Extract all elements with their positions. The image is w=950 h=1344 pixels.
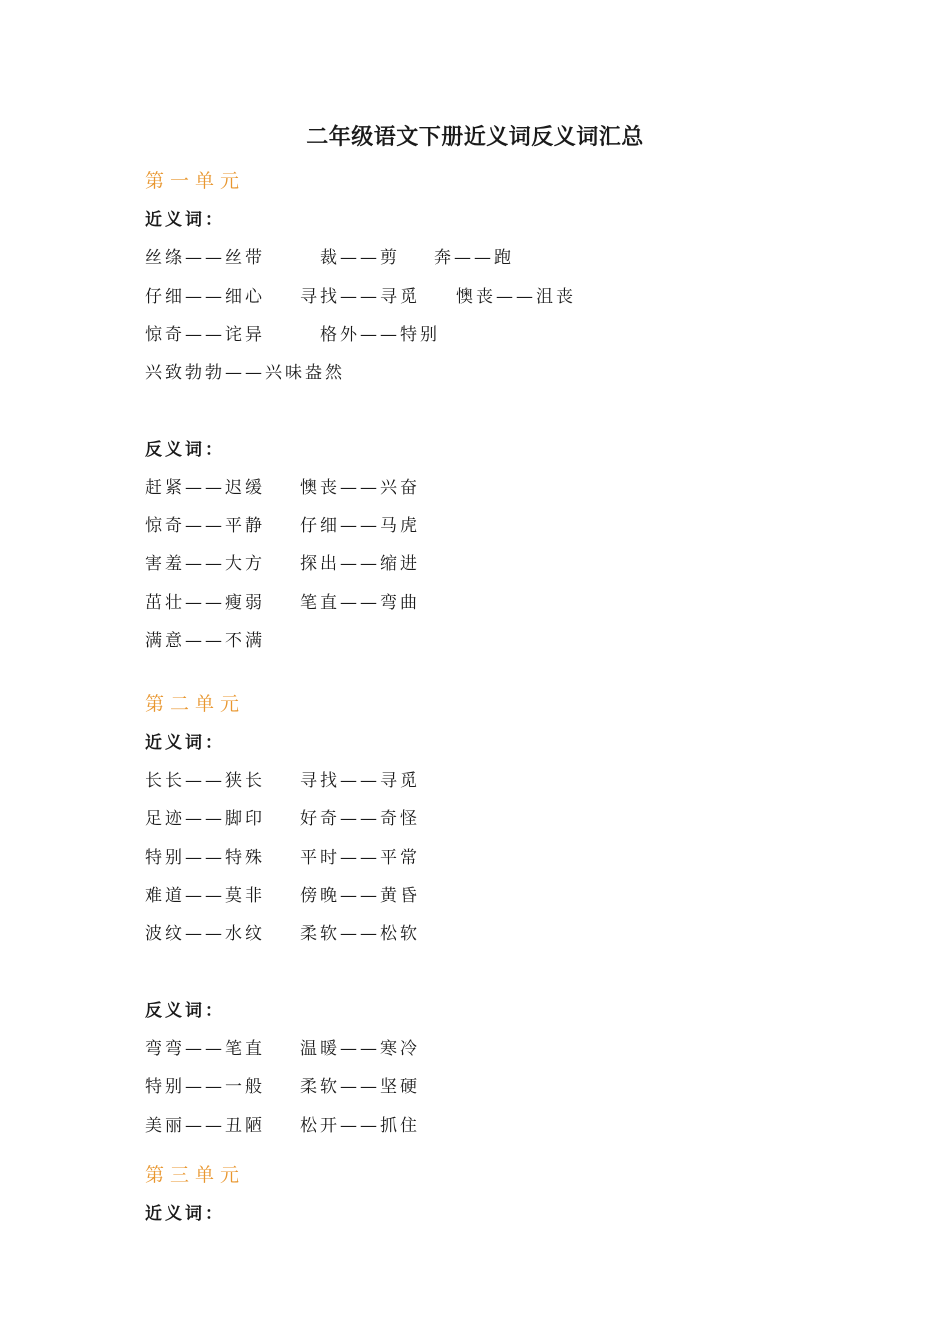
word-pair: 探出——缩进 xyxy=(300,554,420,574)
word-pair: 平时——平常 xyxy=(300,848,420,868)
unit-heading: 第三单元 xyxy=(145,1164,246,1186)
word-pair: 仔细——细心 xyxy=(145,287,265,307)
unit-heading: 第二单元 xyxy=(145,693,246,715)
word-pair: 奔——跑 xyxy=(434,248,514,268)
word-pair: 懊丧——兴奋 xyxy=(300,478,420,498)
synonyms-label: 近义词： xyxy=(145,1204,225,1224)
word-pair: 特别——特殊 xyxy=(145,848,265,868)
word-pair: 丝绦——丝带 xyxy=(145,248,265,268)
word-pair: 笔直——弯曲 xyxy=(300,593,420,613)
word-pair: 波纹——水纹 xyxy=(145,924,265,944)
word-pair: 足迹——脚印 xyxy=(145,809,265,829)
word-pair: 美丽——丑陋 xyxy=(145,1116,265,1136)
antonyms-label: 反义词： xyxy=(145,440,225,460)
word-pair: 寻找——寻觅 xyxy=(300,771,420,791)
synonyms-label: 近义词： xyxy=(145,733,225,753)
word-pair: 害羞——大方 xyxy=(145,554,265,574)
word-pair: 傍晚——黄昏 xyxy=(300,886,420,906)
page-title: 二年级语文下册近义词反义词汇总 xyxy=(306,125,644,150)
word-pair: 茁壮——瘦弱 xyxy=(145,593,265,613)
word-pair: 特别——一般 xyxy=(145,1077,265,1097)
word-pair: 柔软——坚硬 xyxy=(300,1077,420,1097)
word-pair: 松开——抓住 xyxy=(300,1116,420,1136)
word-pair: 仔细——马虎 xyxy=(300,516,420,536)
word-pair: 兴致勃勃——兴味盎然 xyxy=(145,363,345,383)
word-pair: 寻找——寻觅 xyxy=(300,287,420,307)
word-pair: 温暖——寒冷 xyxy=(300,1039,420,1059)
word-pair: 裁——剪 xyxy=(320,248,400,268)
word-pair: 满意——不满 xyxy=(145,631,265,651)
word-pair: 懊丧——沮丧 xyxy=(456,287,576,307)
antonyms-label: 反义词： xyxy=(145,1001,225,1021)
word-pair: 难道——莫非 xyxy=(145,886,265,906)
word-pair: 惊奇——平静 xyxy=(145,516,265,536)
word-pair: 柔软——松软 xyxy=(300,924,420,944)
word-pair: 长长——狭长 xyxy=(145,771,265,791)
word-pair: 赶紧——迟缓 xyxy=(145,478,265,498)
synonyms-label: 近义词： xyxy=(145,210,225,230)
word-pair: 惊奇——诧异 xyxy=(145,325,265,345)
word-pair: 格外——特别 xyxy=(320,325,440,345)
word-pair: 弯弯——笔直 xyxy=(145,1039,265,1059)
unit-heading: 第一单元 xyxy=(145,170,246,192)
word-pair: 好奇——奇怪 xyxy=(300,809,420,829)
